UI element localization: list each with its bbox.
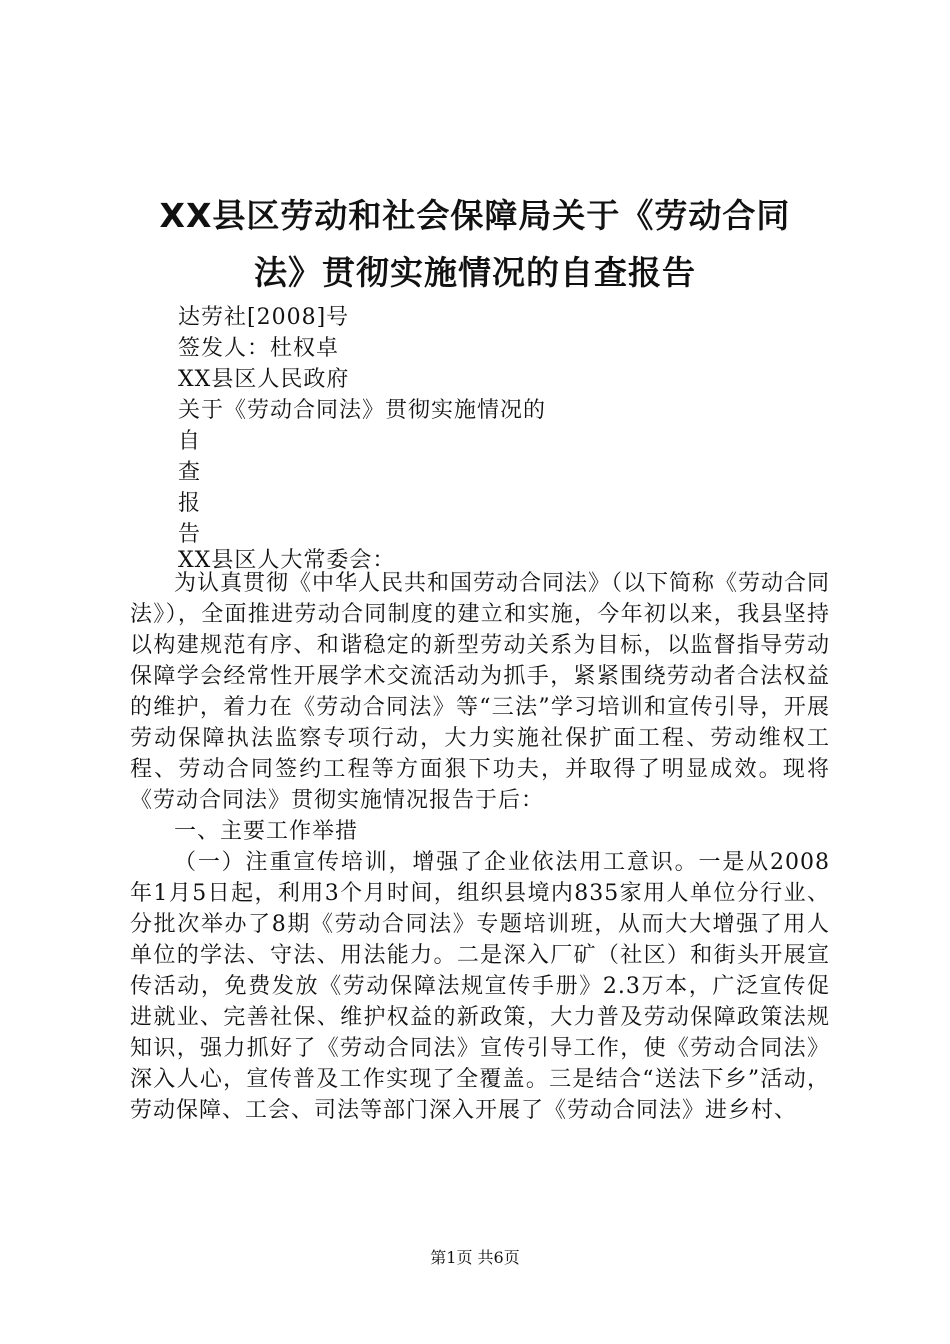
page-footer: 第1页 共6页 [430, 1248, 520, 1267]
recipient-line: XX县区人大常委会： [178, 548, 396, 573]
document-number: 达劳社[2008]号 [178, 305, 350, 330]
document-body [130, 568, 830, 1126]
document-title-line-2: 法》贯彻实施情况的自查报告 [254, 253, 696, 292]
issuer-line: 签发人：杜权卓 [178, 336, 340, 361]
subtitle-line: 关于《劳动合同法》贯彻实施情况的 [178, 398, 547, 423]
document-title-line-1: XX县区劳动和社会保障局关于《劳动合同 [159, 196, 791, 235]
section-heading-1: 一、主要工作举措 [174, 819, 359, 844]
subtitle-char-3: 报 [178, 491, 202, 516]
item-paragraph-1: （一）注重宣传培训，增强了企业依法用工意识。一是从2008年1月5日起，利用3个月时间，组织县境内835家用人单位分行业、分批次举办了8期《劳动合同法》专题培训班，从而大大增强了用人单位的学法、守法、用法能力。二是深入厂矿（社区）和街头开展宣传活动，免费发放《劳动保障法规宣传手册》2.3万本，广泛宣传促进就业、完善社保、维护权益的新政策，大力普及劳动保障政策法规知识，强力抓好了《劳动合同法》宣传引导工作，使《劳动合同法》深入人心，宣传普及工作实现了全覆盖。三是结合“送法下乡”活动，劳动保障、工会、司法等部门深入开展了《劳动合同法》进乡村、 [130, 850, 830, 1123]
subtitle-char-1: 自 [178, 429, 202, 454]
sender-organization: XX县区人民政府 [178, 367, 350, 392]
intro-paragraph: 为认真贯彻《中华人民共和国劳动合同法》（以下简称《劳动合同法》），全面推进劳动合同制度的建立和实施，今年初以来，我县坚持以构建规范有序、和谐稳定的新型劳动关系为目标，以监督指导劳动保障学会经常性开展学术交流活动为抓手，紧紧围绕劳动者合法权益的维护，着力在《劳动合同法》等“三法”学习培训和宣传引导，开展劳动保障执法监察专项行动，大力实施社保扩面工程、劳动维权工程、劳动合同签约工程等方面狠下功夫，并取得了明显成效。现将《劳动合同法》贯彻实施情况报告于后： [130, 571, 831, 813]
subtitle-char-4: 告 [178, 522, 202, 547]
subtitle-char-2: 查 [178, 460, 202, 485]
